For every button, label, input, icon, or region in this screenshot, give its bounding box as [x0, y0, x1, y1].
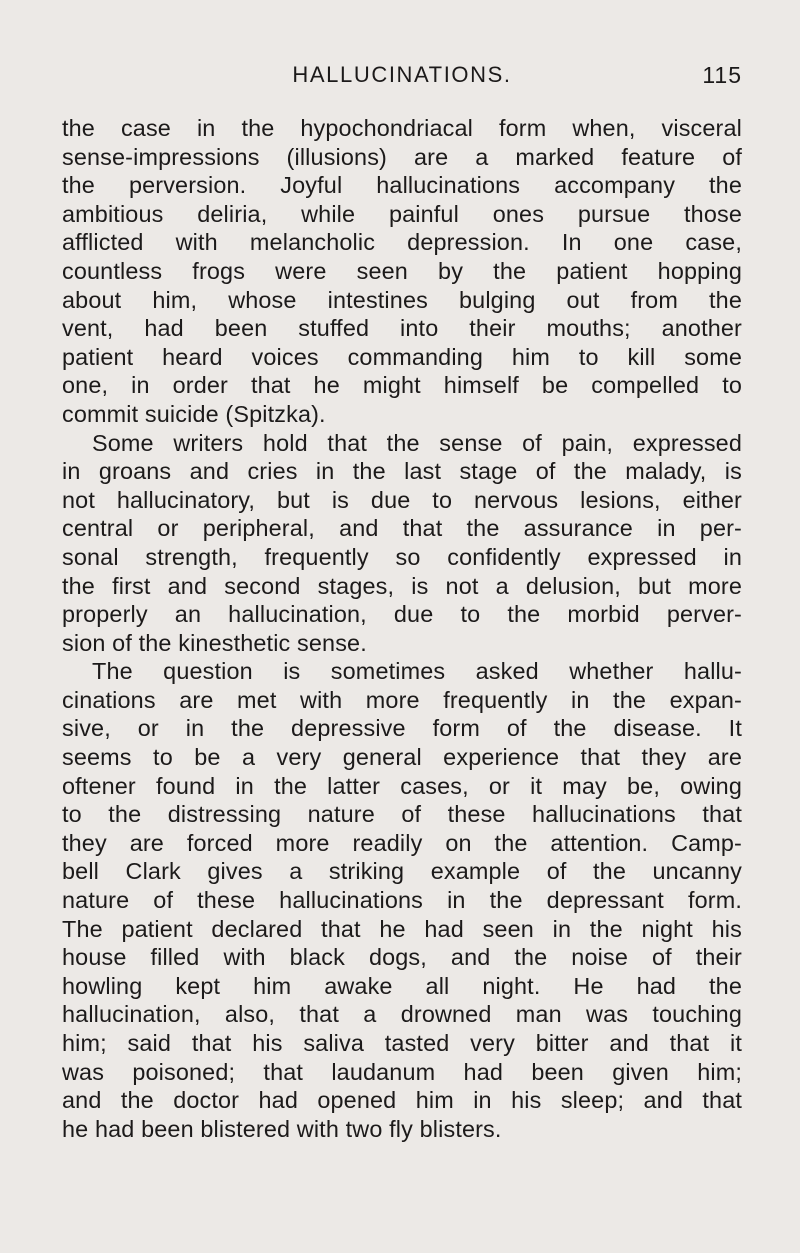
page-number: 115 [702, 62, 742, 88]
text-line: afflicted with melancholic depression. In one case, [62, 229, 742, 256]
text-line: one, in order that he might himself be compelled to [62, 372, 742, 399]
text-line: the perversion. Joyful hallucinations accompany the [62, 172, 742, 199]
text-line: vent, had been stuffed into their mouths; another [62, 315, 742, 342]
text-line: cinations are met with more frequently in the expan- [62, 686, 742, 713]
text-line: not hallucinatory, but is due to nervous lesions, either [62, 486, 742, 513]
text-line: in groans and cries in the last stage of the malady, is [62, 458, 742, 485]
text-line: countless frogs were seen by the patient hopping [62, 257, 742, 284]
text-line: him; said that his saliva tasted very bitter and that it [62, 1030, 742, 1056]
text-line: Some writers hold that the sense of pain, expressed [92, 429, 742, 456]
text-line: The patient declared that he had seen in the night his [62, 915, 742, 942]
running-head: HALLUCINATIONS. [292, 62, 512, 87]
text-line: howling kept him awake all night. He had the [62, 972, 742, 999]
text-line: the first and second stages, is not a delusion, but more [62, 572, 742, 599]
text-line: central or peripheral, and that the assurance in per- [62, 515, 742, 542]
text-line: to the distressing nature of these hallucinations that [62, 801, 742, 828]
text-line: commit suicide (Spitzka). [62, 400, 326, 427]
text-line: and the doctor had opened him in his sleep; and that [62, 1087, 742, 1114]
text-line: ambitious deliria, while painful ones pursue those [62, 200, 742, 227]
text-line: patient heard voices commanding him to kill some [62, 343, 742, 370]
text-line: he had been blistered with two fly blisters. [62, 1115, 502, 1142]
text-line: about him, whose intestines bulging out from the [62, 286, 742, 313]
text-line: sion of the kinesthetic sense. [62, 629, 367, 656]
text-line: the case in the hypochondriacal form when, visceral [62, 115, 742, 141]
text-line: nature of these hallucinations in the depressant form. [62, 887, 742, 914]
text-line: hallucination, also, that a drowned man was touching [62, 1001, 742, 1028]
text-line: sive, or in the depressive form of the disease. It [62, 715, 742, 742]
text-line: sense-impressions (illusions) are a marked feature of [62, 143, 742, 170]
text-line: was poisoned; that laudanum had been given him; [62, 1058, 742, 1085]
text-line: house filled with black dogs, and the noise of their [62, 944, 742, 971]
text-line: they are forced more readily on the attention. Camp- [62, 829, 742, 856]
body-text [62, 114, 742, 1143]
page-header [62, 60, 742, 90]
text-line: properly an hallucination, due to the morbid perver- [62, 601, 742, 628]
text-line: seems to be a very general experience that they are [62, 744, 742, 771]
text-line: The question is sometimes asked whether hallu- [92, 658, 742, 685]
text-line: sonal strength, frequently so confidently expressed in [62, 543, 742, 570]
text-line: oftener found in the latter cases, or it may be, owing [62, 772, 742, 799]
text-line: bell Clark gives a striking example of the uncanny [62, 858, 742, 885]
